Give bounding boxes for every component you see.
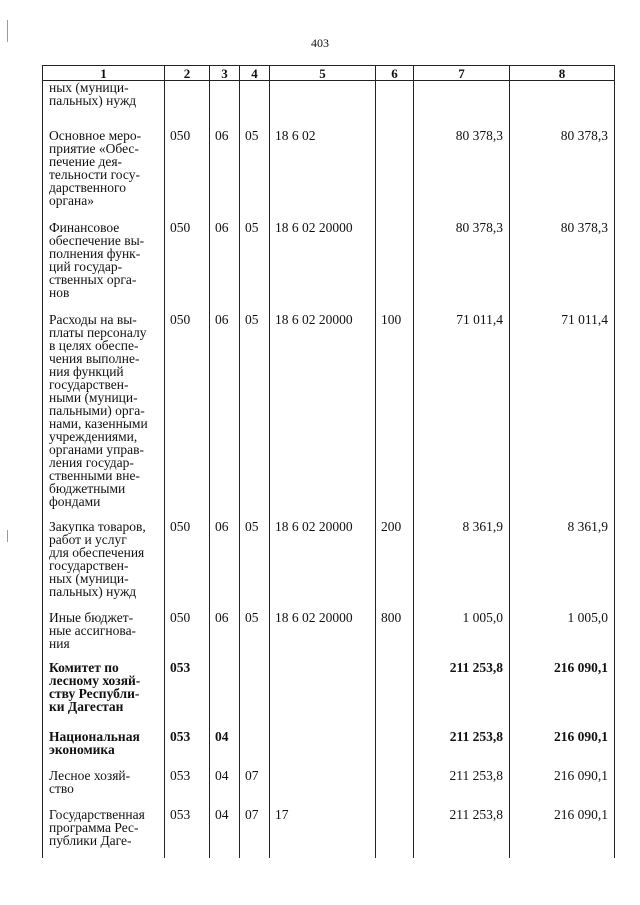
cell-c7: 211 253,8 [414, 661, 510, 730]
cell-c3 [210, 81, 240, 129]
cell-c8: 216 090,1 [510, 769, 615, 808]
row-name-line: ству Республи- [49, 685, 140, 701]
cell-c8: 80 378,3 [510, 129, 615, 221]
row-name-line: пальными) орга- [49, 402, 145, 418]
table-row [43, 520, 615, 611]
row-name-cell [43, 81, 165, 129]
row-name-line: приятие «Обес- [49, 140, 139, 156]
row-name-line: Иные бюджет- [49, 610, 134, 625]
cell-c3: 04 [210, 730, 240, 769]
cell-c8: 216 090,1 [510, 730, 615, 769]
row-name-line: нов [49, 284, 70, 300]
row-name-line: органа» [49, 192, 94, 208]
cell-c6 [376, 769, 414, 808]
cell-c2: 053 [165, 730, 210, 769]
cell-c8: 71 011,4 [510, 313, 615, 520]
row-name-line: для обеспечения [49, 544, 145, 560]
row-name-line: ки Дагестан [49, 698, 124, 714]
cell-c5: 18 6 02 20000 [270, 611, 376, 661]
row-name-line: государствен- [49, 557, 129, 573]
cell-c4 [240, 661, 270, 730]
cell-c3: 06 [210, 520, 240, 611]
cell-c8 [510, 81, 615, 129]
cell-c8: 1 005,0 [510, 611, 615, 661]
row-name-line: ными (муници- [49, 389, 138, 405]
cell-c2: 053 [165, 808, 210, 858]
row-name-line: чения выполне- [49, 350, 140, 366]
page-number: 403 [311, 36, 329, 50]
row-name-cell [43, 221, 165, 313]
row-name-line: Закупка товаров, [49, 519, 146, 534]
cell-c2: 053 [165, 661, 210, 730]
row-name-cell [43, 730, 165, 769]
cell-c2: 050 [165, 313, 210, 520]
row-name-line: программа Рес- [49, 819, 139, 835]
row-name-line: ния функций [49, 363, 124, 379]
row-name-line: ления государ- [49, 454, 134, 470]
cell-c7: 1 005,0 [414, 611, 510, 661]
row-name-line: полнения функ- [49, 245, 141, 261]
row-name-line: Комитет по [49, 660, 119, 675]
cell-c2: 050 [165, 520, 210, 611]
row-name-cell [43, 808, 165, 858]
cell-c6: 200 [376, 520, 414, 611]
row-name-line: дарственного [49, 179, 126, 195]
cell-c3: 04 [210, 769, 240, 808]
column-header-7: 7 [414, 66, 510, 81]
row-name-cell [43, 520, 165, 611]
row-name-line: ство [49, 780, 74, 796]
cell-c6 [376, 808, 414, 858]
row-name-cell [43, 611, 165, 661]
row-name-line: платы персоналу [49, 324, 147, 340]
scan-edge-mark-middle [7, 530, 8, 542]
cell-c8: 80 378,3 [510, 221, 615, 313]
cell-c4 [240, 730, 270, 769]
cell-c5: 17 [270, 808, 376, 858]
cell-c5 [270, 81, 376, 129]
row-name-line: государствен- [49, 376, 129, 392]
row-name-line: Основное меро- [49, 128, 142, 143]
table-row [43, 661, 615, 730]
row-name-line: ственными вне- [49, 467, 140, 483]
row-name-line: бюджетными [49, 480, 126, 496]
row-name-line: публики Даге- [49, 832, 132, 848]
table-row [43, 313, 615, 520]
row-name-line: обеспечение вы- [49, 232, 145, 248]
row-name-line: в целях обеспе- [49, 337, 139, 353]
table-row [43, 221, 615, 313]
row-name-line: нами, казенными [49, 415, 148, 431]
cell-c4 [240, 81, 270, 129]
budget-table [42, 65, 615, 858]
table-row [43, 769, 615, 808]
cell-c6 [376, 730, 414, 769]
cell-c4: 05 [240, 129, 270, 221]
cell-c3: 06 [210, 129, 240, 221]
row-name-line: ных (муници- [49, 80, 129, 95]
column-header-3: 3 [210, 66, 240, 81]
table-row [43, 808, 615, 858]
cell-c8: 8 361,9 [510, 520, 615, 611]
row-name-line: Финансовое [49, 220, 120, 235]
header-row [43, 66, 615, 81]
table-row [43, 611, 615, 661]
cell-c8: 216 090,1 [510, 808, 615, 858]
cell-c3: 06 [210, 611, 240, 661]
table-body [43, 81, 615, 858]
cell-c7: 71 011,4 [414, 313, 510, 520]
cell-c4: 05 [240, 313, 270, 520]
row-name-line: Национальная [49, 729, 140, 744]
cell-c7: 80 378,3 [414, 221, 510, 313]
row-name-line: ственных орга- [49, 271, 137, 287]
cell-c6 [376, 221, 414, 313]
row-name-line: фондами [49, 493, 101, 509]
row-name-line: тельности госу- [49, 166, 140, 182]
table-row [43, 81, 615, 129]
cell-c2: 050 [165, 129, 210, 221]
cell-c3: 04 [210, 808, 240, 858]
row-name-line: ные ассигнова- [49, 622, 137, 638]
cell-c6: 100 [376, 313, 414, 520]
table-row [43, 730, 615, 769]
column-header-8: 8 [510, 66, 615, 81]
row-name-line: Расходы на вы- [49, 312, 137, 327]
row-name-line: ных (муници- [49, 570, 129, 586]
row-name-line: Государственная [49, 807, 145, 822]
row-name-line: пальных) нужд [49, 583, 137, 599]
column-header-2: 2 [165, 66, 210, 81]
row-name-cell [43, 313, 165, 520]
cell-c4: 05 [240, 611, 270, 661]
cell-c2 [165, 81, 210, 129]
row-name-line: лесному хозяй- [49, 672, 141, 688]
cell-c5: 18 6 02 20000 [270, 221, 376, 313]
row-name-line: экономика [49, 741, 115, 757]
cell-c5: 18 6 02 20000 [270, 313, 376, 520]
cell-c2: 053 [165, 769, 210, 808]
cell-c7: 211 253,8 [414, 808, 510, 858]
column-header-1: 1 [43, 66, 165, 81]
row-name-cell [43, 661, 165, 730]
cell-c5: 18 6 02 20000 [270, 520, 376, 611]
cell-c8: 216 090,1 [510, 661, 615, 730]
cell-c2: 050 [165, 611, 210, 661]
row-name-cell [43, 129, 165, 221]
cell-c5 [270, 661, 376, 730]
cell-c7: 211 253,8 [414, 730, 510, 769]
row-name-line: работ и услуг [49, 531, 127, 547]
row-name-line: ций государ- [49, 258, 123, 274]
cell-c5 [270, 769, 376, 808]
cell-c2: 050 [165, 221, 210, 313]
row-name-line: печение дея- [49, 153, 123, 169]
cell-c3 [210, 661, 240, 730]
cell-c7: 211 253,8 [414, 769, 510, 808]
cell-c6 [376, 129, 414, 221]
column-header-6: 6 [376, 66, 414, 81]
cell-c7: 80 378,3 [414, 129, 510, 221]
row-name-line: ния [49, 635, 70, 651]
table-header [43, 66, 615, 81]
cell-c7: 8 361,9 [414, 520, 510, 611]
cell-c4: 07 [240, 808, 270, 858]
cell-c6: 800 [376, 611, 414, 661]
cell-c4: 05 [240, 221, 270, 313]
cell-c5: 18 6 02 [270, 129, 376, 221]
cell-c6 [376, 661, 414, 730]
cell-c7 [414, 81, 510, 129]
cell-c3: 06 [210, 313, 240, 520]
column-header-4: 4 [240, 66, 270, 81]
cell-c4: 07 [240, 769, 270, 808]
table-row [43, 129, 615, 221]
cell-c4: 05 [240, 520, 270, 611]
cell-c3: 06 [210, 221, 240, 313]
cell-c5 [270, 730, 376, 769]
row-name-line: органами управ- [49, 441, 144, 457]
cell-c6 [376, 81, 414, 129]
row-name-line: пальных) нужд [49, 93, 137, 108]
row-name-line: учреждениями, [49, 428, 138, 444]
row-name-cell [43, 769, 165, 808]
column-header-5: 5 [270, 66, 376, 81]
row-name-line: Лесное хозяй- [49, 768, 131, 783]
